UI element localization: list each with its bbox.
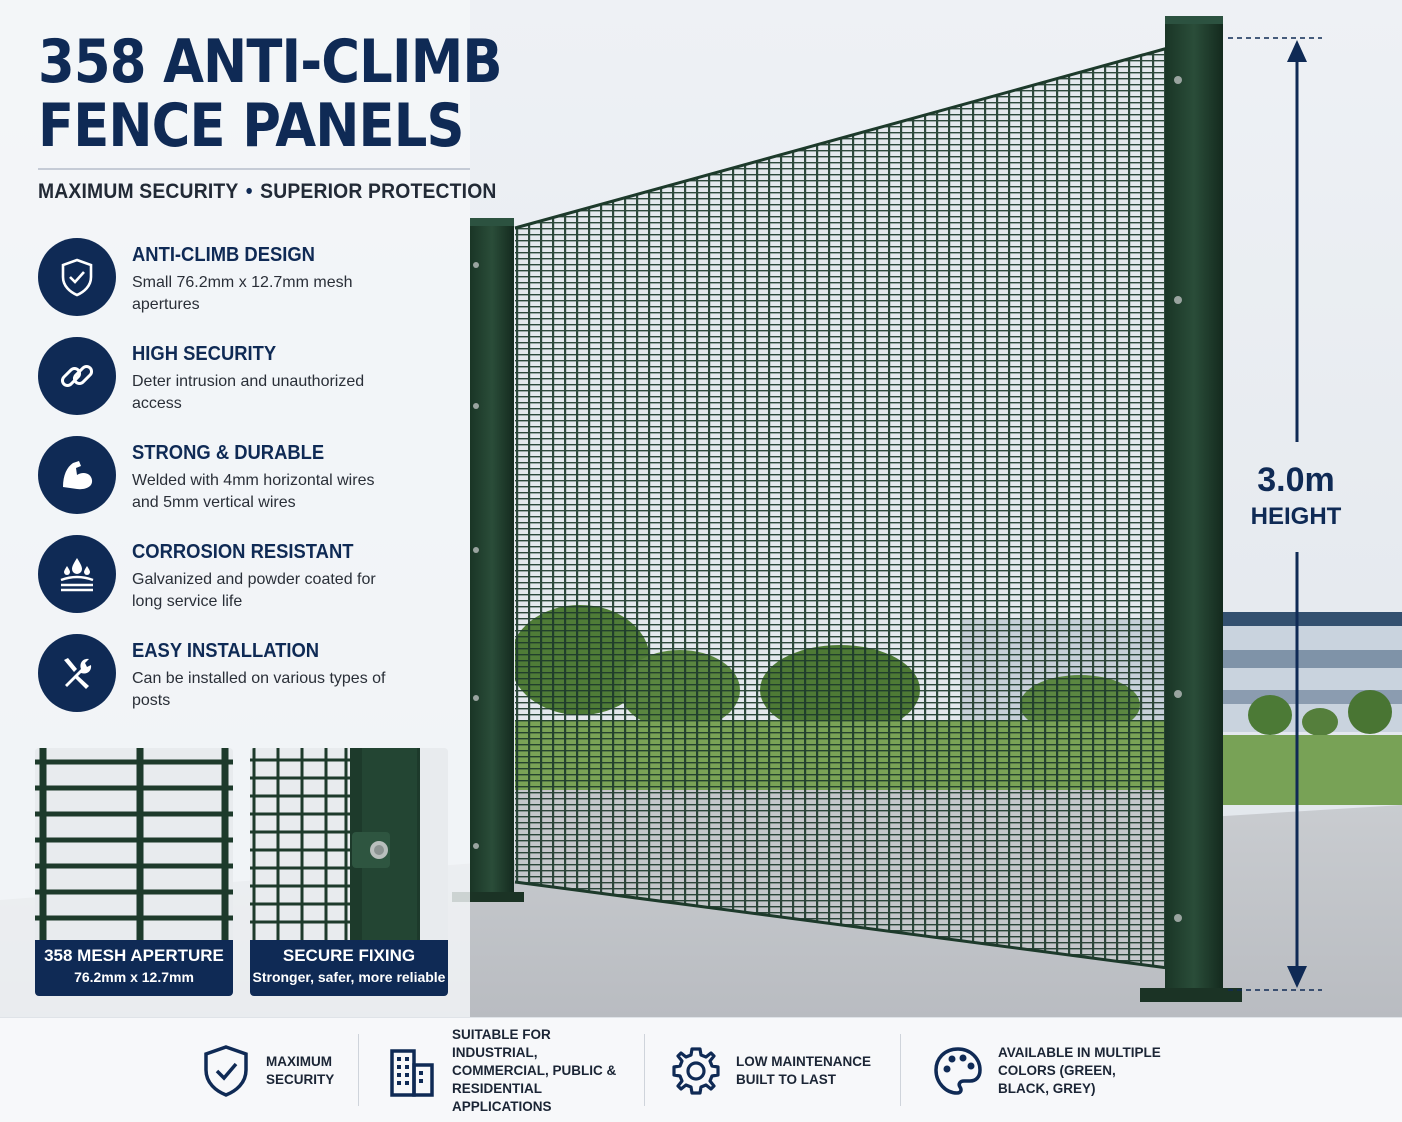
page-title-line2: FENCE PANELS [38,91,464,161]
footer-item-maintenance [668,1018,898,1122]
chain-link-icon [38,337,116,415]
subtitle [38,180,497,204]
feature-title: EASY INSTALLATION [132,640,320,662]
thumbnail-title: SECURE FIXING [282,946,416,965]
height-value: 3.0m [1257,461,1335,499]
building-icon [384,1043,440,1099]
fixing-closeup-image [250,748,448,940]
page-title-line1: 358 ANTI-CLIMB [38,27,502,97]
height-unit-label: HEIGHT [1250,503,1342,530]
feature-high-security [38,337,478,417]
thumbnail-subtitle: 76.2mm x 12.7mm [74,969,194,985]
feature-desc: Galvanized and powder coated for long service life [132,571,376,610]
feature-strong-durable [38,436,478,516]
footer-item-colors [930,1018,1190,1122]
subtitle-left: MAXIMUM SECURITY [38,180,239,203]
thumbnail-mesh-aperture [35,748,233,996]
water-drops-icon [38,535,116,613]
feature-easy-installation [38,634,478,714]
thumbnail-subtitle: Stronger, safer, more reliable [252,969,446,985]
feature-desc: Small 76.2mm x 12.7mm mesh apertures [132,274,353,313]
shield-check-icon [198,1043,254,1099]
palette-icon [930,1043,986,1099]
feature-title: CORROSION RESISTANT [132,541,354,563]
thumbnail-secure-fixing [250,748,448,996]
shield-check-icon [38,238,116,316]
footer-label: MAXIMUM SECURITY [266,1053,335,1087]
feature-anti-climb [38,238,478,318]
footer-label: LOW MAINTENANCE BUILT TO LAST [736,1053,871,1087]
footer-label: SUITABLE FOR INDUSTRIAL, COMMERCIAL, PUBLIC & RESIDENTIAL APPLICATIONS [452,1026,617,1114]
footer-item-applications [384,1018,644,1122]
flexed-arm-icon [38,436,116,514]
thumbnail-caption [35,940,233,996]
feature-desc: Welded with 4mm horizontal wires and 5mm vertical wires [132,472,375,511]
footer-divider [358,1034,359,1106]
footer-divider [900,1034,901,1106]
subtitle-separator: • [245,180,253,203]
footer-divider [644,1034,645,1106]
feature-title: HIGH SECURITY [132,343,277,365]
feature-corrosion-resistant [38,535,478,615]
thumbnail-caption [250,940,448,996]
footer-label: AVAILABLE IN MULTIPLE COLORS (GREEN, BLACK, GREY) [998,1044,1161,1096]
title-divider [38,168,470,170]
feature-title: ANTI-CLIMB DESIGN [132,244,315,266]
title-block [38,27,502,204]
footer-benefits-bar [0,1017,1402,1122]
mesh-closeup-image [35,748,233,940]
feature-desc: Can be installed on various types of posts [132,670,386,709]
wrench-screwdriver-icon [38,634,116,712]
feature-title: STRONG & DURABLE [132,442,325,464]
subtitle-right: SUPERIOR PROTECTION [260,180,497,203]
feature-desc: Deter intrusion and unauthorized access [132,373,365,412]
height-dimension-label [1240,460,1352,534]
thumbnail-title: 358 MESH APERTURE [44,946,224,965]
gear-icon [668,1043,724,1099]
footer-item-security [198,1018,358,1122]
